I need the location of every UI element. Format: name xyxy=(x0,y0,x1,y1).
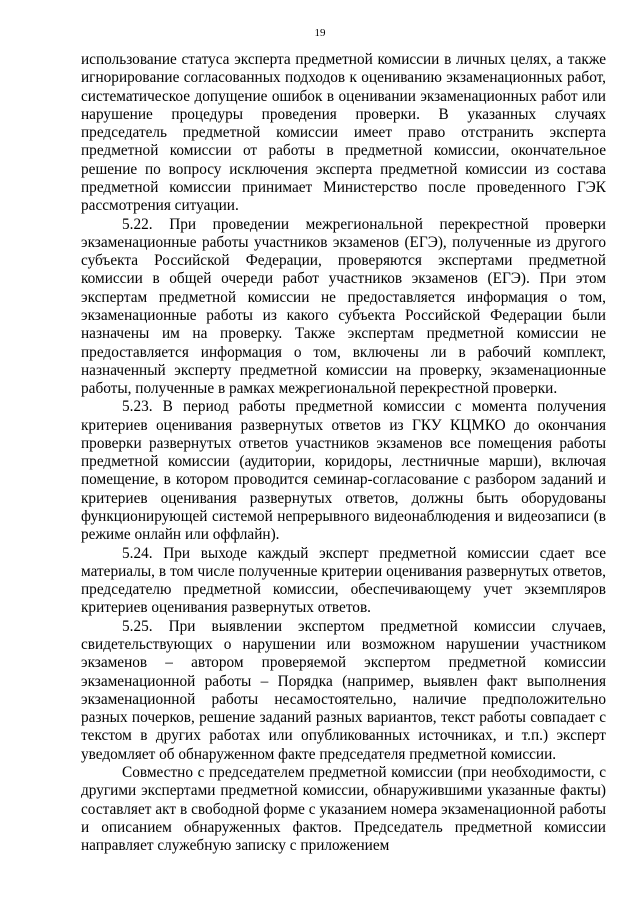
paragraph: Совместно с председателем предметной комиссии (при необходимости, с другими экспертами предметной комиссии, обнаружившими указанные факты) составляет акт в свободной форме с указанием номера экзаменационной работы и описанием обнаруженных фактов. Председатель предметной комиссии направляет служебную записку с приложением xyxy=(81,763,606,855)
paragraph-5-23: 5.23. В период работы предметной комиссии с момента получения критериев оценивания развернутых ответов из ГКУ КЦМКО до окончания проверки развернутых ответов участников экзаменов все помещения работы предметной комиссии (аудитории, коридоры, лестничные марши), включая помещение, в котором проводится семинар-согласование с разбором заданий и критериев оценивания развернутых ответов, должны быть оборудованы функционирующей системой непрерывного видеонаблюдения и видеозаписи (в режиме онлайн или оффлайн). xyxy=(81,398,606,544)
paragraph-5-22: 5.22. При проведении межрегиональной перекрестной проверки экзаменационные работы участников экзаменов (ЕГЭ), полученные из другого субъекта Российской Федерации, проверяются экспертами предметной комиссии в общей очереди работ участников экзаменов (ЕГЭ). При этом экспертам предметной комиссии не предоставляется информация о том, экзаменационные работы из какого субъекта Российской Федерации были назначены им на проверку. Также экспертам предметной комиссии не предоставляется информация о том, включены ли в рабочий комплект, назначенный эксперту предметной комиссии на проверку, экзаменационные работы, полученные в рамках межрегиональной перекрестной проверки. xyxy=(81,215,606,398)
paragraph: использование статуса эксперта предметной комиссии в личных целях, а также игнорирование согласованных подходов к оцениванию экзаменационных работ, систематическое допущение ошибок в оценивании экзаменационных работ или нарушение процедуры проведения проверки. В указанных случаях председатель предметной комиссии имеет право отстранить эксперта предметной комиссии от работы в предметной комиссии, окончательное решение по вопросу исключения эксперта предметной комиссии из состава предметной комиссии принимает Министерство после проведенного ГЭК рассмотрения ситуации. xyxy=(81,51,606,215)
paragraph-5-24: 5.24. При выходе каждый эксперт предметной комиссии сдает все материалы, в том числе полученные критерии оценивания развернутых ответов, председателю предметной комиссии, обеспечивающему учет экземпляров критериев оценивания развернутых ответов. xyxy=(81,544,606,617)
document-body xyxy=(81,51,606,855)
paragraph-5-25: 5.25. При выявлении экспертом предметной комиссии случаев, свидетельствующих о нарушении или возможном нарушении участником экзаменов – автором проверяемой экспертом предметной комиссии экзаменационной работы – Порядка (например, выявлен факт выполнения экзаменационной работы несамостоятельно, наличие предположительно разных почерков, решение заданий разных вариантов, текст работы совпадает с текстом в других работах или опубликованных источниках, и т.п.) эксперт уведомляет об обнаруженном факте председателя предметной комиссии. xyxy=(81,617,606,763)
page-number: 19 xyxy=(314,27,326,39)
